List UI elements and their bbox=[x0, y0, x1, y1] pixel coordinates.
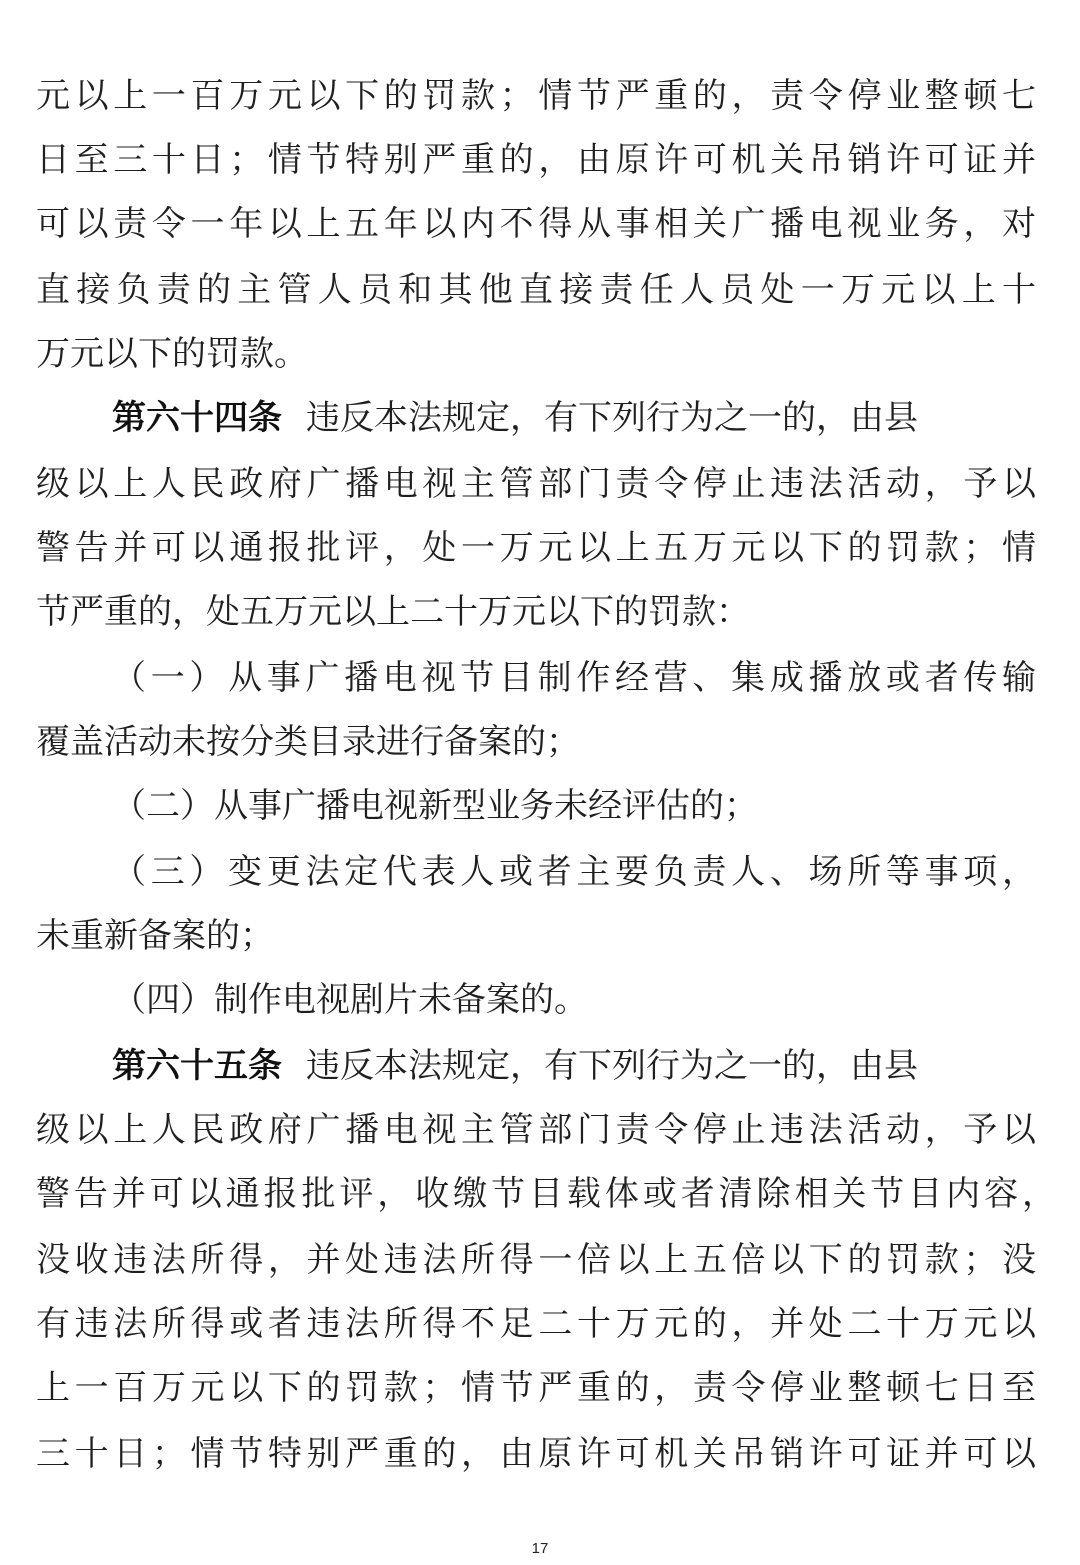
paragraph-line: 日至三十日；情节特别严重的，由原许可机关吊销许可证并 bbox=[36, 140, 1036, 180]
paragraph-line: 级以上人民政府广播电视主管部门责令停止违法活动，予以 bbox=[36, 464, 1036, 504]
article-64-heading: 第六十四条 bbox=[112, 398, 282, 438]
paragraph-line: 有违法所得或者违法所得不足二十万元的，并处二十万元以 bbox=[36, 1304, 1036, 1344]
paragraph-line: 三十日；情节特别严重的，由原许可机关吊销许可证并可以 bbox=[36, 1434, 1036, 1474]
paragraph-line: 上一百万元以下的罚款；情节严重的，责令停业整顿七日至 bbox=[36, 1368, 1036, 1408]
article-65-heading: 第六十五条 bbox=[112, 1046, 282, 1086]
paragraph-line: 元以上一百万元以下的罚款；情节严重的，责令停业整顿七 bbox=[36, 76, 1036, 116]
list-item-3: （三）变更法定代表人或者主要负责人、场所等事项， bbox=[112, 852, 1036, 892]
page-number: 17 bbox=[531, 1540, 549, 1557]
paragraph-line: 未重新备案的； bbox=[36, 916, 274, 956]
paragraph-line: 没收违法所得，并处违法所得一倍以上五倍以下的罚款；没 bbox=[36, 1240, 1036, 1280]
list-item-2: （二）从事广播电视新型业务未经评估的； bbox=[112, 786, 758, 826]
paragraph-line: 节严重的，处五万元以上二十万元以下的罚款： bbox=[36, 592, 750, 632]
paragraph-line: 覆盖活动未按分类目录进行备案的； bbox=[36, 722, 580, 762]
list-item-4: （四）制作电视剧片未备案的。 bbox=[112, 980, 588, 1020]
paragraph-line: 可以责令一年以上五年以内不得从事相关广播电视业务，对 bbox=[36, 204, 1036, 244]
article-65-first-line: 第六十五条 违反本法规定，有下列行为之一的，由县 bbox=[112, 1046, 918, 1086]
paragraph-line: 警告并可以通报批评，收缴节目载体或者清除相关节目内容， bbox=[36, 1174, 1056, 1214]
paragraph-line: 直接负责的主管人员和其他直接责任人员处一万元以上十 bbox=[36, 270, 1036, 310]
paragraph-line: 万元以下的罚款。 bbox=[36, 334, 308, 374]
list-item-1: （一）从事广播电视节目制作经营、集成播放或者传输 bbox=[112, 658, 1036, 698]
article-64-first-line: 第六十四条 违反本法规定，有下列行为之一的，由县 bbox=[112, 398, 918, 438]
paragraph-line: 级以上人民政府广播电视主管部门责令停止违法活动，予以 bbox=[36, 1110, 1036, 1150]
paragraph-line: 警告并可以通报批评，处一万元以上五万元以下的罚款；情 bbox=[36, 528, 1036, 568]
